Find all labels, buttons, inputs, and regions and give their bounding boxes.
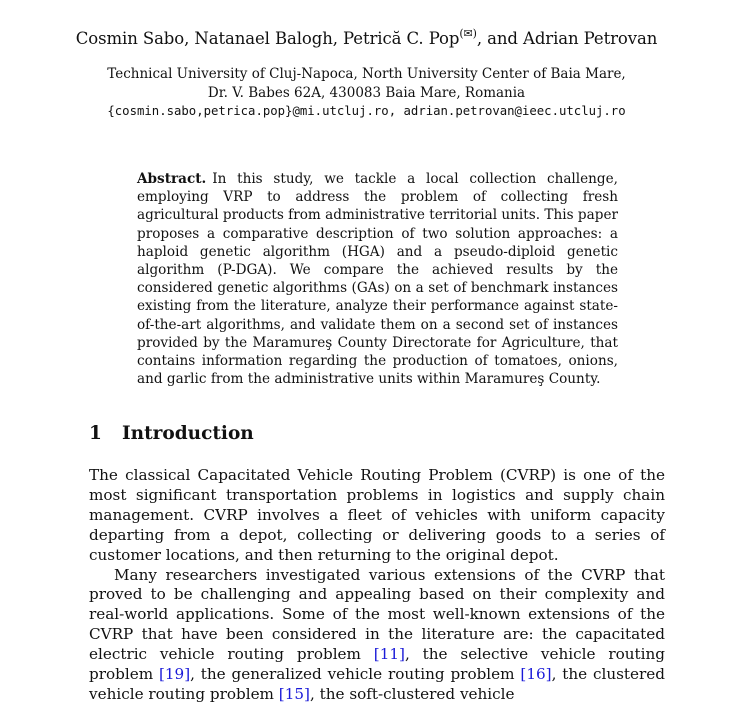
paragraph-2-text: Many researchers investigated various extensions of the CVRP that proved to be challenging and appealing based on their complexity and real-world applications. Some of the most well-known extensions of the CVRP that have been considered in the literature are: the capacitated electric vehicle routing problem	[89, 565, 665, 664]
author-list	[0, 28, 733, 50]
paragraph-2-text: , the selective vehicle routing problem	[89, 645, 665, 684]
author-names: Cosmin Sabo, Natanael Balogh, Petrică C. Pop	[75, 29, 460, 48]
paragraph-1: The classical Capacitated Vehicle Routing Problem (CVRP) is one of the most significant transportation problems in logistics and supply chain management. CVRP involves a fleet of vehicles with uniform capacity departing from a depot, collecting or delivering goods to a series of customer locations, and then returning to the original depot.	[89, 466, 665, 564]
abstract-label: Abstract.	[137, 171, 207, 187]
affiliation	[0, 65, 733, 103]
citation-link[interactable]: [15]	[278, 684, 310, 703]
paragraph-2-text: , the soft-clustered vehicle	[309, 684, 515, 703]
section-title: Introduction	[122, 423, 254, 444]
author-emails: {cosmin.sabo,petrica.pop}@mi.utcluj.ro, adrian.petrovan@ieec.utcluj.ro	[107, 104, 626, 118]
abstract-text: In this study, we tackle a local collection challenge, employing VRP to address the problem of collecting fresh agricultural products from administrative territorial units. This paper proposes a comparative description of two solution approaches: a haploid genetic algorithm (HGA) and a pseudo-diploid genetic algorithm (P-DGA). We compare the achieved results by the considered genetic algorithms (GAs) on a set of benchmark instances existing from the literature, analyze their performance against state-of-the-art algorithms, and validate them on a second set of instances provided by the Maramureş County Directorate for Agriculture, that contains information regarding the production of tomatoes, onions, and garlic from the administrative units within Maramureş County.	[137, 171, 618, 388]
citation-link[interactable]: [19]	[158, 665, 191, 684]
section-heading	[89, 422, 665, 446]
body-text	[89, 466, 665, 705]
envelope-icon: (✉)	[459, 27, 477, 40]
citation-link[interactable]: [16]	[520, 665, 552, 684]
paragraph-2	[89, 566, 665, 705]
section-number: 1	[89, 423, 102, 444]
author-names-tail: , and Adrian Petrovan	[476, 29, 658, 48]
paragraph-2-text: , the generalized vehicle routing problem	[190, 665, 521, 684]
affiliation-line-2: Dr. V. Babes 62A, 430083 Baia Mare, Romania	[207, 85, 526, 101]
affiliation-line-1: Technical University of Cluj-Napoca, North University Center of Baia Mare,	[107, 66, 626, 82]
citation-link[interactable]: [11]	[373, 645, 405, 664]
abstract-block	[137, 170, 618, 388]
paragraph-2-text: , the clustered vehicle routing problem	[89, 665, 665, 703]
